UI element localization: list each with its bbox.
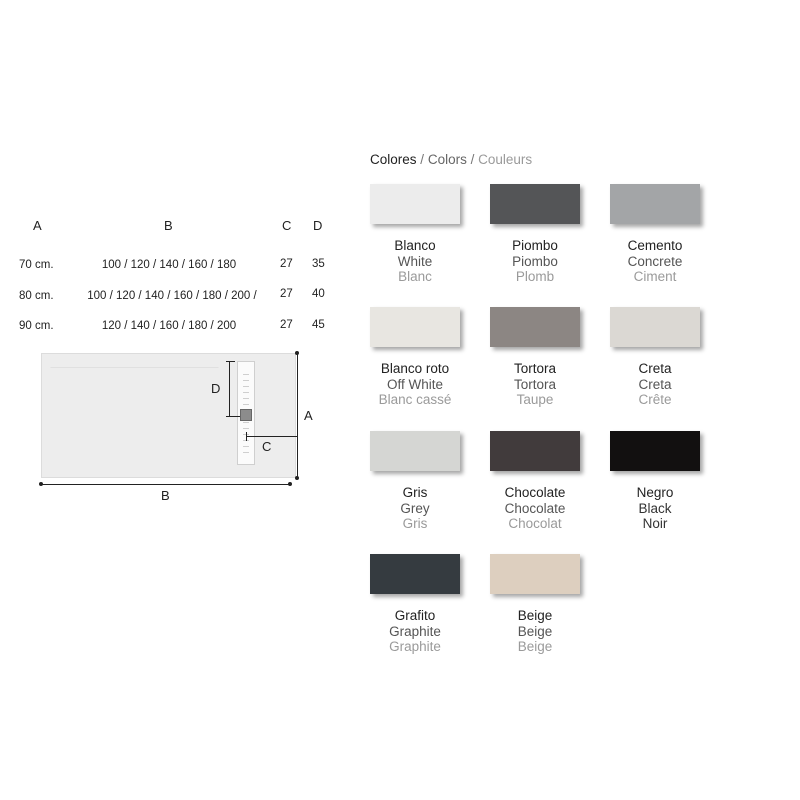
- color-name-en: Tortora: [513, 376, 557, 392]
- color-name-es: Grafito: [394, 608, 436, 623]
- color-name-es: Tortora: [513, 361, 557, 376]
- color-name-fr: Blanc cassé: [378, 392, 452, 407]
- color-names: [610, 238, 700, 285]
- swatch-piombo: [490, 184, 586, 285]
- color-sample: [490, 184, 580, 224]
- swatch-creta: [610, 307, 706, 408]
- color-name-fr: Gris: [402, 516, 428, 531]
- color-names: [490, 608, 580, 655]
- color-names: [610, 361, 700, 408]
- dimension-d-tick-top: [226, 361, 235, 362]
- color-sample: [610, 307, 700, 347]
- swatch-grafito: [370, 554, 466, 655]
- tray-slope-line: [50, 357, 226, 368]
- swatch-chocolate: [490, 431, 586, 532]
- color-name-fr: Ciment: [633, 269, 677, 284]
- color-sample: [490, 307, 580, 347]
- color-sample: [610, 431, 700, 471]
- dimension-b-line: [41, 484, 291, 485]
- color-names: [370, 485, 460, 532]
- color-names: [490, 485, 580, 532]
- color-name-en: Concrete: [627, 253, 683, 269]
- color-sample: [370, 431, 460, 471]
- swatch-cemento: [610, 184, 706, 285]
- color-name-es: Blanco roto: [380, 361, 450, 376]
- dimension-d-line: [229, 361, 230, 417]
- color-name-en: Piombo: [512, 253, 558, 269]
- color-names: [370, 238, 460, 285]
- swatch-tortora: [490, 307, 586, 408]
- dimension-c-label: C: [262, 439, 272, 454]
- heading-separator: /: [420, 152, 425, 167]
- header-c: C: [282, 218, 292, 233]
- color-name-en: Creta: [638, 376, 672, 392]
- heading-separator: /: [470, 152, 475, 167]
- dimension-c-line: [246, 436, 297, 437]
- color-name-en: Grey: [400, 500, 430, 516]
- color-names: [490, 361, 580, 408]
- color-name-en: Graphite: [389, 623, 441, 639]
- dimension-a-end-bottom: [295, 476, 299, 480]
- row-90-a: 90 cm.: [19, 320, 54, 332]
- row-70-c: 27: [280, 258, 293, 270]
- color-name-fr: Beige: [517, 639, 553, 654]
- color-sample: [370, 307, 460, 347]
- color-names: [370, 361, 460, 408]
- row-80-d: 40: [312, 288, 325, 300]
- row-70-a: 70 cm.: [19, 259, 54, 271]
- color-name-es: Negro: [636, 485, 674, 500]
- color-name-en: White: [397, 253, 433, 269]
- header-a: A: [33, 218, 42, 233]
- dimension-c-tick-left: [246, 432, 247, 441]
- color-name-fr: Plomb: [515, 269, 555, 284]
- header-d: D: [313, 218, 323, 233]
- drain-grate: [240, 409, 252, 421]
- colors-heading-en: Colors: [427, 152, 467, 167]
- dimension-a-label: A: [304, 408, 313, 423]
- color-names: [490, 238, 580, 285]
- color-names: [370, 608, 460, 655]
- dimension-b-end-right: [288, 482, 292, 486]
- color-name-en: Off White: [386, 376, 444, 392]
- color-name-es: Creta: [638, 361, 672, 376]
- color-name-fr: Crête: [638, 392, 672, 407]
- row-70-d: 35: [312, 258, 325, 270]
- colors-heading-fr: Couleurs: [478, 152, 533, 167]
- color-name-es: Gris: [402, 485, 428, 500]
- header-b: B: [164, 218, 173, 233]
- color-names: [610, 485, 700, 532]
- color-name-es: Beige: [517, 608, 553, 623]
- color-name-fr: Taupe: [516, 392, 554, 407]
- color-name-fr: Noir: [642, 516, 668, 531]
- dimension-d-label: D: [211, 381, 221, 396]
- row-90-c: 27: [280, 319, 293, 331]
- color-sample: [370, 184, 460, 224]
- dimension-b-end-left: [39, 482, 43, 486]
- color-sample: [370, 554, 460, 594]
- color-sample: [490, 431, 580, 471]
- dimension-a-end-top: [295, 351, 299, 355]
- colors-heading-es: Colores: [370, 152, 417, 167]
- color-name-es: Cemento: [627, 238, 683, 253]
- swatch-beige: [490, 554, 586, 655]
- dimension-a-line: [297, 353, 298, 479]
- swatch-blanco: [370, 184, 466, 285]
- color-name-en: Beige: [517, 623, 553, 639]
- color-name-fr: Blanc: [398, 269, 432, 284]
- row-80-a: 80 cm.: [19, 290, 54, 302]
- color-name-en: Chocolate: [504, 500, 566, 516]
- dimension-b-label: B: [161, 488, 170, 503]
- colors-heading: [370, 152, 532, 167]
- dimension-d-tick-bottom: [226, 416, 240, 417]
- row-90-b: 120 / 140 / 160 / 180 / 200: [101, 320, 237, 332]
- swatch-negro: [610, 431, 706, 532]
- color-name-es: Blanco: [394, 238, 436, 253]
- swatch-blanco-roto: [370, 307, 466, 408]
- row-80-c: 27: [280, 288, 293, 300]
- row-90-d: 45: [312, 319, 325, 331]
- row-70-b: 100 / 120 / 140 / 160 / 180: [101, 259, 237, 271]
- swatch-gris: [370, 431, 466, 532]
- color-name-es: Chocolate: [504, 485, 566, 500]
- row-80-b: 100 / 120 / 140 / 160 / 180 / 200 /: [87, 290, 257, 302]
- color-name-fr: Chocolat: [508, 516, 562, 531]
- color-name-fr: Graphite: [389, 639, 441, 654]
- color-sample: [490, 554, 580, 594]
- color-name-es: Piombo: [512, 238, 558, 253]
- color-sample: [610, 184, 700, 224]
- color-name-en: Black: [638, 500, 672, 516]
- shower-tray: [41, 353, 296, 478]
